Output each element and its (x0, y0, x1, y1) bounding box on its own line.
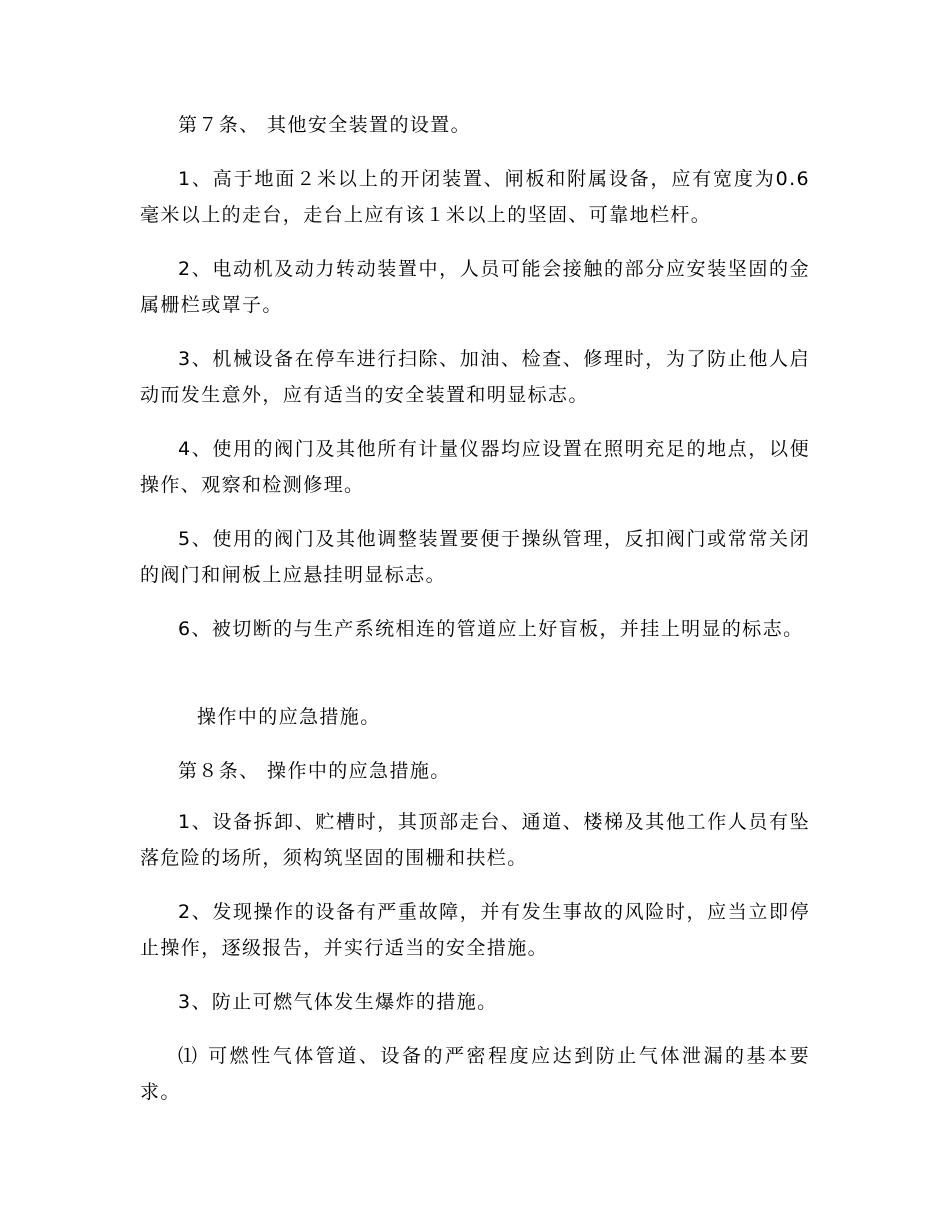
paragraph-8-3: 3、防止可燃气体发生爆炸的措施。 (178, 991, 498, 1013)
article-8-heading: 第８条、 操作中的应急措施。 (178, 760, 451, 782)
paragraph-8-1: 1、设备拆卸、贮槽时，其顶部走台、通道、楼梯及其他工作人员有坠落危险的场所，须构筑坚固的围栅和扶栏。 (140, 811, 810, 869)
paragraph-8-2: 2、发现操作的设备有严重故障，并有发生事故的风险时，应当立即停止操作，逐级报告，并实行适当的安全措施。 (140, 901, 810, 959)
paragraph-7-6: 6、被切断的与生产系统相连的管道应上好盲板，并挂上明显的标志。 (178, 618, 804, 640)
paragraph-7-4: 4、使用的阀门及其他所有计量仪器均应设置在照明充足的地点，以便操作、观察和检测修理。 (140, 438, 810, 496)
paragraph-7-1: 1、高于地面２米以上的开闭装置、闸板和附属设备，应有宽度为0.6毫米以上的走台，走台上应有该１米以上的坚固、可靠地栏杆。 (140, 168, 810, 226)
paragraph-7-5: 5、使用的阀门及其他调整装置要便于操纵管理，反扣阀门或常常关闭的阀门和闸板上应悬挂明显标志。 (140, 528, 810, 586)
article-7-heading: 第７条、 其他安全装置的设置。 (178, 114, 472, 136)
paragraph-7-2: 2、电动机及动力转动装置中，人员可能会接触的部分应安装坚固的金属栅栏或罩子。 (140, 258, 810, 316)
section-heading: 操作中的应急措施。 (197, 706, 381, 728)
paragraph-8-3-1: ⑴ 可燃性气体管道、设备的严密程度应达到防止气体泄漏的基本要求。 (140, 1045, 810, 1103)
paragraph-7-3: 3、机械设备在停车进行扫除、加油、检查、修理时，为了防止他人启动而发生意外，应有适当的安全装置和明显标志。 (140, 348, 810, 406)
